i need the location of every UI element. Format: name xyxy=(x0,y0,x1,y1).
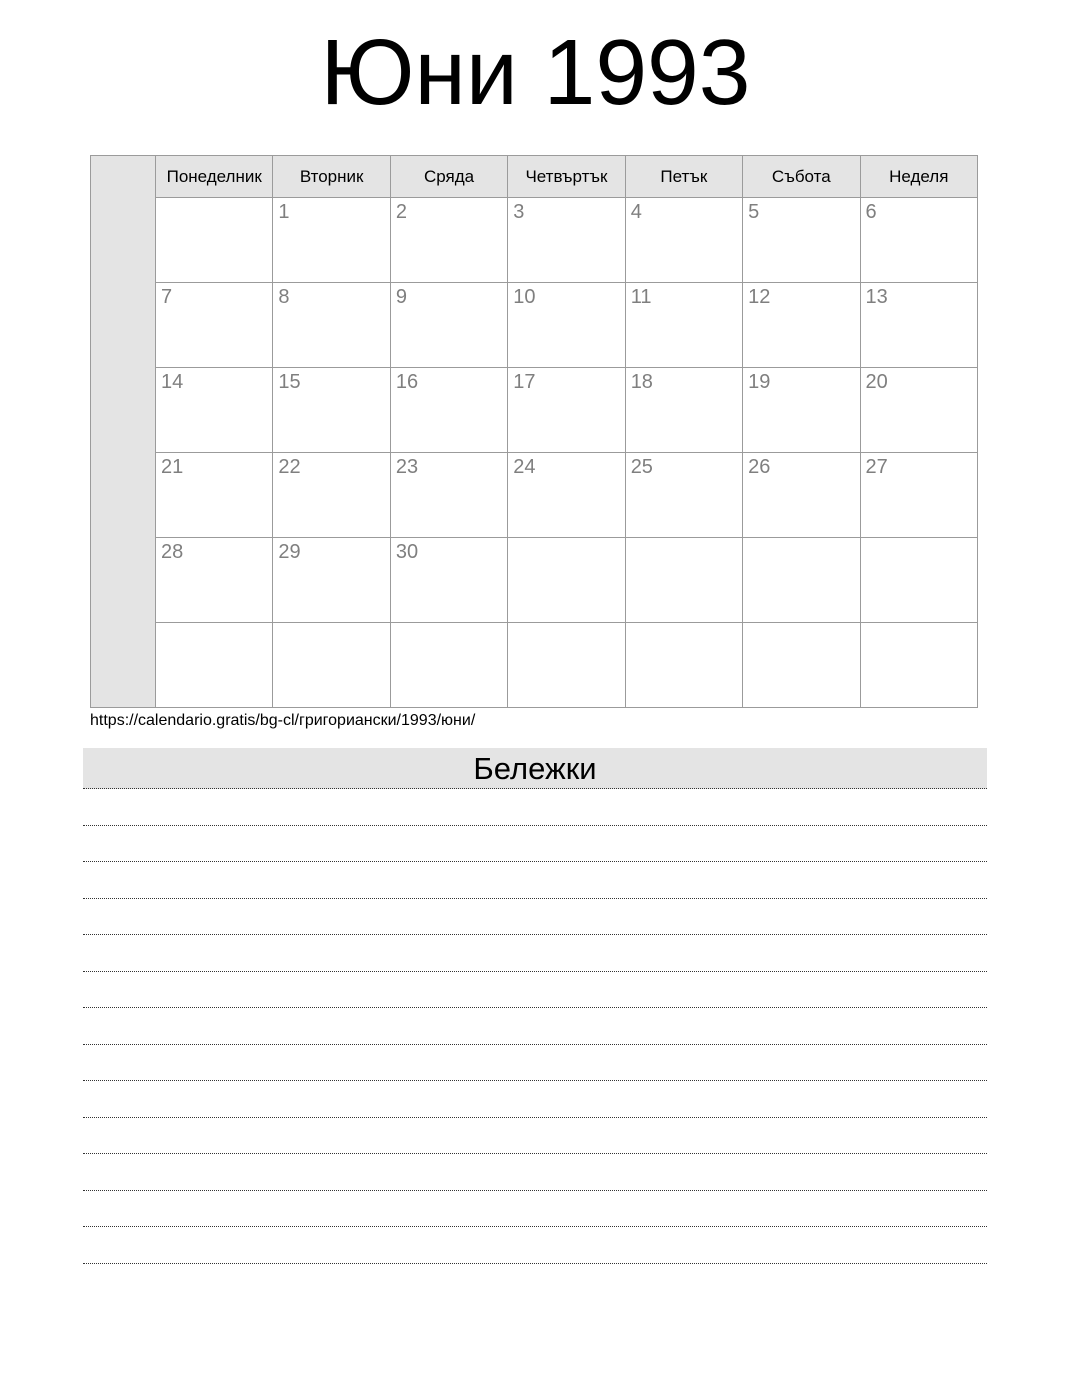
note-line xyxy=(83,862,987,899)
notes-section xyxy=(83,748,987,1264)
note-line xyxy=(83,1081,987,1118)
week-row-5 xyxy=(91,538,978,623)
day-cell xyxy=(156,198,273,283)
day-cell xyxy=(390,623,507,708)
day-cell: 6 xyxy=(860,198,977,283)
weekday-header-wednesday: Сряда xyxy=(390,156,507,198)
notes-title: Бележки xyxy=(83,748,987,789)
weekday-header-monday: Понеделник xyxy=(156,156,273,198)
day-cell: 12 xyxy=(743,283,860,368)
weekday-header-friday: Петък xyxy=(625,156,742,198)
note-line xyxy=(83,1227,987,1264)
week-row-6 xyxy=(91,623,978,708)
day-cell: 13 xyxy=(860,283,977,368)
note-line xyxy=(83,899,987,936)
day-cell: 27 xyxy=(860,453,977,538)
source-url: https://calendario.gratis/bg-cl/григориански/1993/юни/ xyxy=(90,712,476,729)
day-cell: 2 xyxy=(390,198,507,283)
day-cell: 4 xyxy=(625,198,742,283)
note-line xyxy=(83,789,987,826)
note-line xyxy=(83,1045,987,1082)
weekday-header-tuesday: Вторник xyxy=(273,156,390,198)
day-cell: 14 xyxy=(156,368,273,453)
day-cell xyxy=(273,623,390,708)
weekday-header-row xyxy=(91,156,978,198)
day-cell: 20 xyxy=(860,368,977,453)
day-cell xyxy=(508,623,625,708)
day-cell xyxy=(625,538,742,623)
day-cell: 10 xyxy=(508,283,625,368)
weekday-header-thursday: Четвъртък xyxy=(508,156,625,198)
day-cell: 22 xyxy=(273,453,390,538)
note-line xyxy=(83,1008,987,1045)
day-cell: 23 xyxy=(390,453,507,538)
day-cell: 24 xyxy=(508,453,625,538)
day-cell: 30 xyxy=(390,538,507,623)
week-row-2 xyxy=(91,283,978,368)
day-cell: 9 xyxy=(390,283,507,368)
week-row-4 xyxy=(91,453,978,538)
day-cell xyxy=(743,538,860,623)
calendar-gutter xyxy=(91,156,156,708)
day-cell: 28 xyxy=(156,538,273,623)
day-cell xyxy=(508,538,625,623)
day-cell: 26 xyxy=(743,453,860,538)
day-cell: 1 xyxy=(273,198,390,283)
day-cell: 25 xyxy=(625,453,742,538)
day-cell xyxy=(625,623,742,708)
week-row-1 xyxy=(91,198,978,283)
page-title: Юни 1993 xyxy=(320,20,751,124)
day-cell xyxy=(860,623,977,708)
day-cell: 11 xyxy=(625,283,742,368)
note-line xyxy=(83,935,987,972)
day-cell: 5 xyxy=(743,198,860,283)
day-cell: 7 xyxy=(156,283,273,368)
calendar-table xyxy=(90,155,978,708)
day-cell: 17 xyxy=(508,368,625,453)
day-cell xyxy=(156,623,273,708)
day-cell: 16 xyxy=(390,368,507,453)
day-cell: 15 xyxy=(273,368,390,453)
note-line xyxy=(83,972,987,1009)
day-cell: 19 xyxy=(743,368,860,453)
note-line xyxy=(83,826,987,863)
day-cell: 29 xyxy=(273,538,390,623)
note-line xyxy=(83,1118,987,1155)
note-line xyxy=(83,1191,987,1228)
week-row-3 xyxy=(91,368,978,453)
note-line xyxy=(83,1154,987,1191)
day-cell: 18 xyxy=(625,368,742,453)
weekday-header-sunday: Неделя xyxy=(860,156,977,198)
day-cell: 21 xyxy=(156,453,273,538)
day-cell: 3 xyxy=(508,198,625,283)
day-cell xyxy=(743,623,860,708)
day-cell xyxy=(860,538,977,623)
day-cell: 8 xyxy=(273,283,390,368)
weekday-header-saturday: Събота xyxy=(743,156,860,198)
